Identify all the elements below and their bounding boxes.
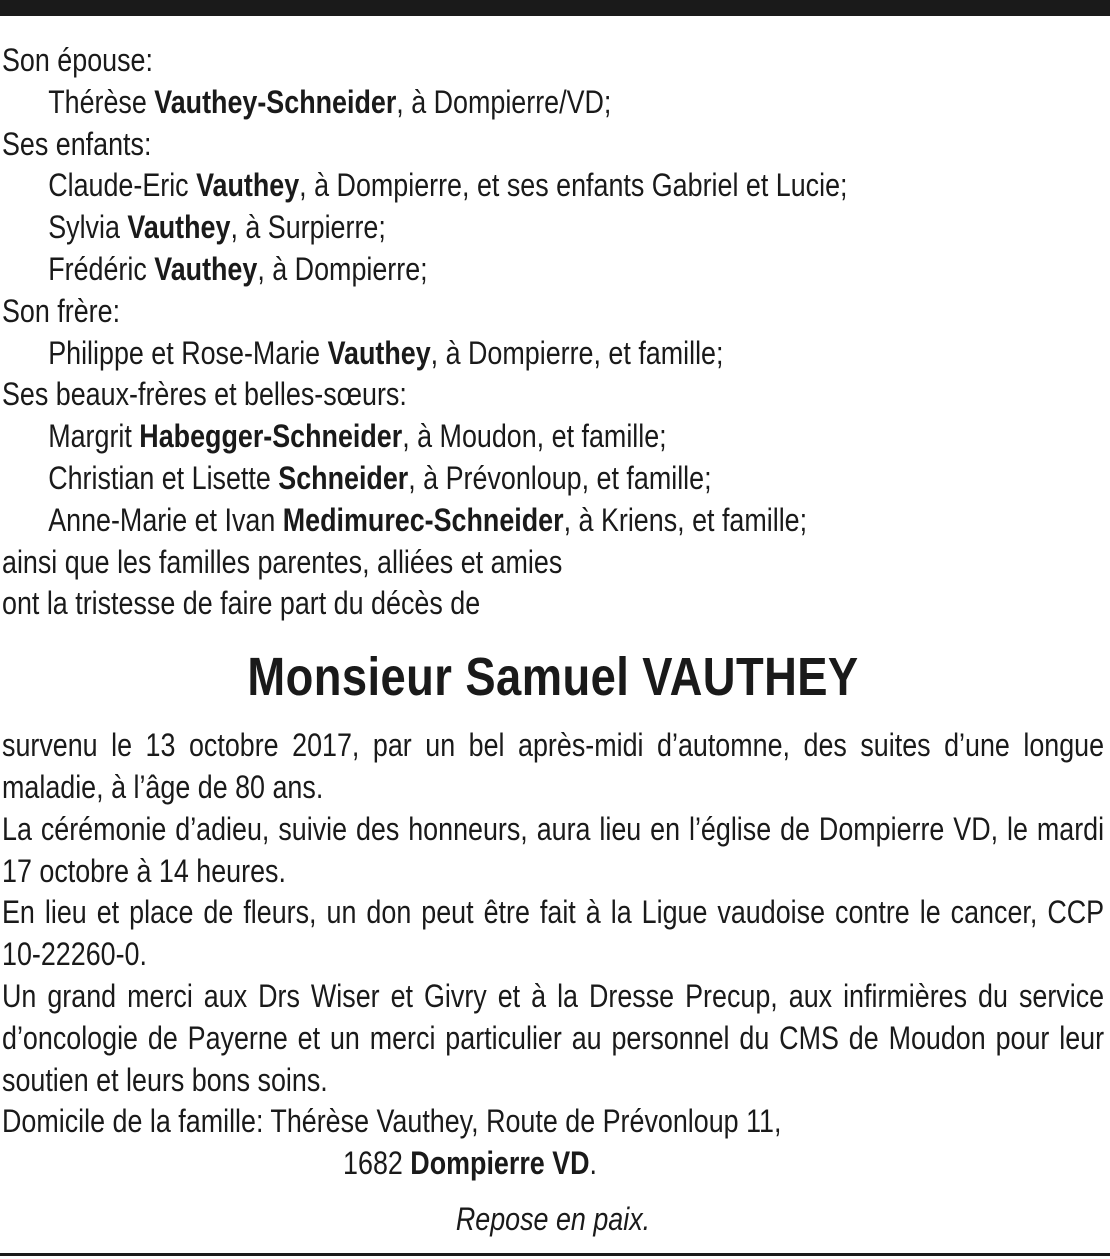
inlaw-first-names: Anne-Marie et Ivan bbox=[48, 501, 283, 538]
ceremony-details: La cérémonie d’adieu, suivie des honneurs, aura lieu en l’église de Dompierre VD, le mardi 17 octobre à 14 heures. bbox=[2, 810, 1105, 889]
inlaw-entry bbox=[2, 458, 928, 500]
deceased-name: Monsieur Samuel VAUTHEY bbox=[247, 647, 859, 708]
inlaw-location: , à Prévonloup, et famille; bbox=[408, 459, 712, 496]
child-location: , à Dompierre, et ses enfants Gabriel et Lucie; bbox=[299, 167, 848, 204]
child-first-name: Sylvia bbox=[48, 209, 128, 246]
child-surname: Vauthey bbox=[127, 209, 231, 246]
inlaw-surname: Habegger-Schneider bbox=[139, 418, 403, 455]
domicile-address bbox=[2, 1143, 928, 1185]
children-label: Ses enfants: bbox=[2, 125, 152, 162]
brother-first-names: Philippe et Rose-Marie bbox=[48, 334, 328, 371]
bottom-border-rule bbox=[0, 1253, 1110, 1256]
domicile-zip: 1682 bbox=[343, 1145, 411, 1182]
child-surname: Vauthey bbox=[196, 167, 300, 204]
inlaw-surname: Medimurec-Schneider bbox=[282, 501, 564, 538]
brother-entry bbox=[2, 333, 928, 375]
child-entry bbox=[2, 207, 928, 249]
inlaw-location: , à Kriens, et famille; bbox=[563, 501, 808, 538]
death-details: survenu le 13 octobre 2017, par un bel après-midi d’automne, des suites d’une longue maladie, à l’âge de 80 ans. bbox=[2, 727, 1105, 805]
inlaw-location: , à Moudon, et famille; bbox=[402, 418, 667, 455]
child-location: , à Dompierre; bbox=[257, 250, 428, 287]
spouse-location: , à Dompierre/VD; bbox=[396, 83, 612, 120]
domicile-line: Domicile de la famille: Thérèse Vauthey, Route de Prévonloup 11, bbox=[2, 1103, 782, 1140]
donation-details: En lieu et place de fleurs, un don peut être fait à la Ligue vaudoise contre le cancer, CCP 10-22260-0. bbox=[2, 894, 1105, 973]
also-families-line: ainsi que les familles parentes, alliées et amies bbox=[2, 543, 563, 580]
inlaw-entry bbox=[2, 500, 928, 542]
thanks-paragraph: Un grand merci aux Drs Wiser et Givry et à la Dresse Precup, aux infirmières du service d’oncologie de Payerne et un merci particulier au personnel du CMS de Moudon pour leur soutien et leurs bons soins. bbox=[2, 977, 1105, 1098]
domicile-town: Dompierre VD bbox=[410, 1145, 590, 1182]
child-first-name: Claude-Eric bbox=[48, 167, 197, 204]
spouse-entry bbox=[2, 82, 928, 124]
child-entry bbox=[2, 249, 928, 291]
brother-label: Son frère: bbox=[2, 292, 121, 329]
child-entry bbox=[2, 165, 928, 207]
child-surname: Vauthey bbox=[154, 250, 258, 287]
child-location: , à Surpierre; bbox=[230, 209, 386, 246]
spouse-surname: Vauthey-Schneider bbox=[154, 83, 397, 120]
spouse-first-name: Thérèse bbox=[48, 83, 155, 120]
inlaw-first-names: Christian et Lisette bbox=[48, 459, 279, 496]
closing-phrase: Repose en paix. bbox=[455, 1200, 651, 1237]
child-first-name: Frédéric bbox=[48, 250, 155, 287]
spouse-label: Son épouse: bbox=[2, 42, 153, 78]
inlaws-label: Ses beaux-frères et belles-sœurs: bbox=[2, 376, 407, 413]
domicile-end: . bbox=[589, 1145, 598, 1182]
obituary-notice bbox=[2, 40, 1104, 1241]
brother-surname: Vauthey bbox=[327, 334, 431, 371]
inlaw-first-names: Margrit bbox=[48, 418, 140, 455]
inlaw-entry bbox=[2, 416, 928, 458]
inlaw-surname: Schneider bbox=[278, 459, 409, 496]
announcement-line: ont la tristesse de faire part du décès de bbox=[2, 585, 481, 622]
top-border-bar bbox=[0, 0, 1110, 16]
brother-location: , à Dompierre, et famille; bbox=[430, 334, 724, 371]
